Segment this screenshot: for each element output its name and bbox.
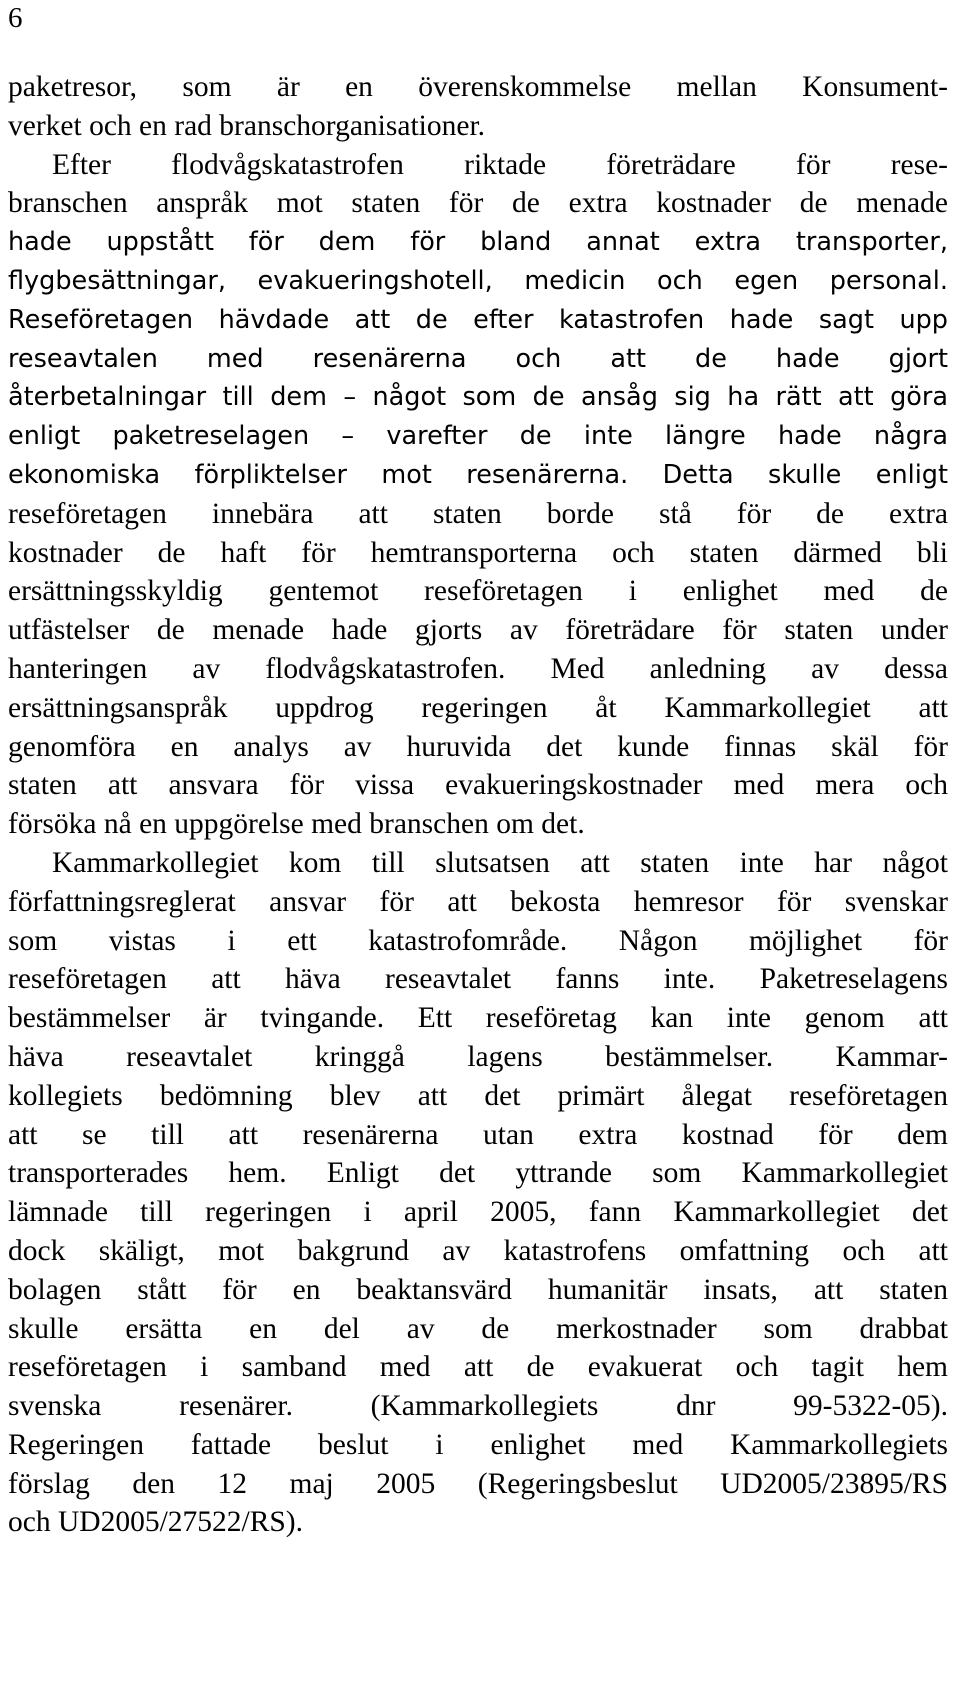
text-line: reseföretagen i samband med att de evakuerat och tagit hem	[8, 1351, 948, 1384]
text-line: enligt paketreselagen – varefter de inte längre hade några	[8, 421, 948, 452]
text-line: dock skäligt, mot bakgrund av katastrofens omfattning och att	[8, 1234, 948, 1267]
text-line: utfästelser de menade hade gjorts av företrädare för staten under	[8, 614, 948, 647]
text-line: staten att ansvara för vissa evakueringskostnader med mera och	[8, 769, 948, 802]
text-line: reseföretagen att häva reseavtalet fanns inte. Paketreselagens	[8, 963, 948, 996]
text-line: ersättningsanspråk uppdrog regeringen åt Kammarkollegiet att	[8, 691, 948, 724]
text-line: branschen anspråk mot staten för de extra kostnader de menade	[8, 187, 948, 220]
text-line: reseföretagen innebära att staten borde stå för de extra	[8, 497, 948, 530]
text-line: Efter flodvågskatastrofen riktade företrädare för rese-	[52, 148, 948, 181]
text-line: ersättningsskyldig gentemot reseföretagen i enlighet med de	[8, 575, 948, 608]
text-line: genomföra en analys av huruvida det kunde finnas skäl för	[8, 730, 948, 763]
text-line: som vistas i ett katastrofområde. Någon möjlighet för	[8, 924, 948, 957]
page-number: 6	[8, 2, 23, 34]
text-line: svenska resenärer. (Kammarkollegiets dnr 99-5322-05).	[8, 1390, 948, 1423]
text-line: Kammarkollegiet kom till slutsatsen att staten inte har något	[52, 846, 948, 879]
text-line: häva reseavtalet kringgå lagens bestämmelser. Kammar-	[8, 1040, 948, 1073]
body-text	[8, 68, 948, 1542]
text-line: försöka nå en uppgörelse med branschen om det.	[8, 808, 585, 841]
text-line: återbetalningar till dem – något som de ansåg sig ha rätt att göra	[8, 382, 948, 413]
text-line: hanteringen av flodvågskatastrofen. Med anledning av dessa	[8, 652, 948, 685]
text-line: hade uppstått för dem för bland annat extra transporter,	[8, 227, 948, 258]
text-line: transporterades hem. Enligt det yttrande som Kammarkollegiet	[8, 1157, 948, 1190]
text-line: paketresor, som är en överenskommelse mellan Konsument-	[8, 71, 948, 103]
text-line: och UD2005/27522/RS).	[8, 1506, 303, 1539]
text-line: kollegiets bedömning blev att det primärt ålegat reseföretagen	[8, 1079, 948, 1112]
text-line: Reseföretagen hävdade att de efter katastrofen hade sagt upp	[8, 304, 948, 335]
text-line: förslag den 12 maj 2005 (Regeringsbeslut UD2005/23895/RS	[8, 1467, 948, 1500]
text-line: lämnade till regeringen i april 2005, fann Kammarkollegiet det	[8, 1196, 948, 1229]
text-line: skulle ersätta en del av de merkostnader som drabbat	[8, 1312, 948, 1345]
text-line: Regeringen fattade beslut i enlighet med Kammarkollegiets	[8, 1428, 948, 1461]
text-line: kostnader de haft för hemtransporterna och staten därmed bli	[8, 536, 948, 569]
text-line: att se till att resenärerna utan extra kostnad för dem	[8, 1118, 948, 1151]
text-line: reseavtalen med resenärerna och att de hade gjort	[8, 343, 948, 374]
text-line: ekonomiska förpliktelser mot resenärerna. Detta skulle enligt	[8, 459, 948, 490]
text-line: flygbesättningar, evakueringshotell, medicin och egen personal.	[8, 265, 948, 296]
text-line: bolagen stått för en beaktansvärd humanitär insats, att staten	[8, 1273, 948, 1306]
text-line: författningsreglerat ansvar för att bekosta hemresor för svenskar	[8, 885, 948, 918]
text-line: verket och en rad branschorganisationer.	[8, 109, 486, 142]
text-line: bestämmelser är tvingande. Ett reseföretag kan inte genom att	[8, 1002, 948, 1035]
